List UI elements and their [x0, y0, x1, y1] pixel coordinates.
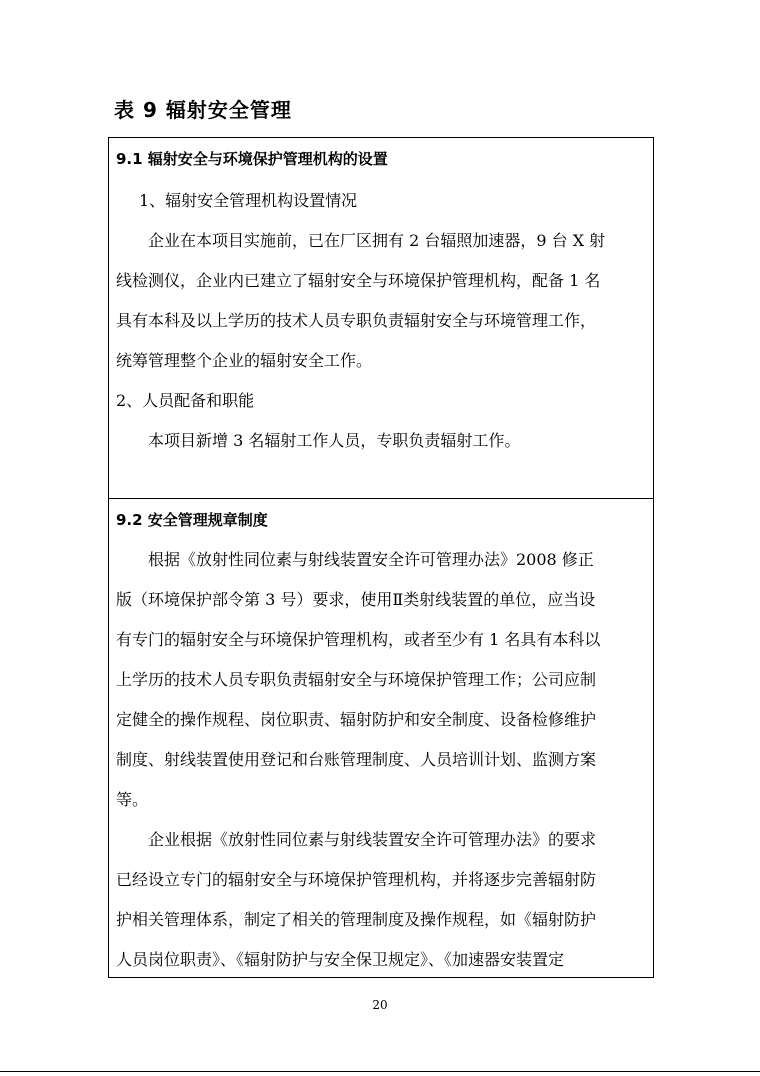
section-heading: 9.1 辐射安全与环境保护管理机构的设置 — [116, 150, 388, 168]
section-heading: 9.2 安全管理规章制度 — [116, 511, 268, 529]
paragraph-line: 线检测仪，企业内已建立了辐射安全与环境保护管理机构，配备 1 名 — [116, 271, 601, 290]
bottom-divider — [0, 1071, 760, 1072]
paragraph-line: 1、辐射安全管理机构设置情况 — [139, 191, 358, 210]
paragraph-line: 版（环境保护部令第 3 号）要求，使用Ⅱ类射线装置的单位，应当设 — [116, 590, 596, 609]
paragraph-line: 本项目新增 3 名辐射工作人员，专职负责辐射工作。 — [148, 431, 521, 450]
paragraph-line: 有专门的辐射安全与环境保护管理机构，或者至少有 1 名具有本科以 — [116, 630, 601, 649]
paragraph-line: 已经设立专门的辐射安全与环境保护管理机构，并将逐步完善辐射防 — [116, 870, 597, 889]
paragraph-line: 企业在本项目实施前，已在厂区拥有 2 台辐照加速器，9 台 X 射 — [148, 231, 606, 250]
page-title: 表 9 辐射安全管理 — [114, 98, 292, 122]
section-9-1-box — [108, 137, 654, 499]
paragraph-line: 2、人员配备和职能 — [116, 391, 255, 410]
paragraph-line: 定健全的操作规程、岗位职责、辐射防护和安全制度、设备检修维护 — [116, 710, 597, 729]
paragraph-line: 统筹管理整个企业的辐射安全工作。 — [116, 351, 373, 370]
paragraph-line: 具有本科及以上学历的技术人员专职负责辐射安全与环境管理工作， — [116, 311, 597, 330]
page-number: 20 — [372, 998, 388, 1012]
paragraph-line: 等。 — [116, 790, 149, 809]
paragraph-line: 制度、射线装置使用登记和台账管理制度、人员培训计划、监测方案 — [116, 750, 597, 769]
paragraph-line: 根据《放射性同位素与射线装置安全许可管理办法》2008 修正 — [148, 550, 594, 569]
paragraph-line: 护相关管理体系，制定了相关的管理制度及操作规程，如《辐射防护 — [116, 910, 597, 929]
paragraph-line: 上学历的技术人员专职负责辐射安全与环境保护管理工作；公司应制 — [116, 670, 597, 689]
paragraph-line: 企业根据《放射性同位素与射线装置安全许可管理办法》的要求 — [148, 830, 597, 849]
paragraph-line: 人员岗位职责》、《辐射防护与安全保卫规定》、《加速器安装置定 — [116, 950, 565, 969]
section-9-2-box — [108, 498, 654, 978]
